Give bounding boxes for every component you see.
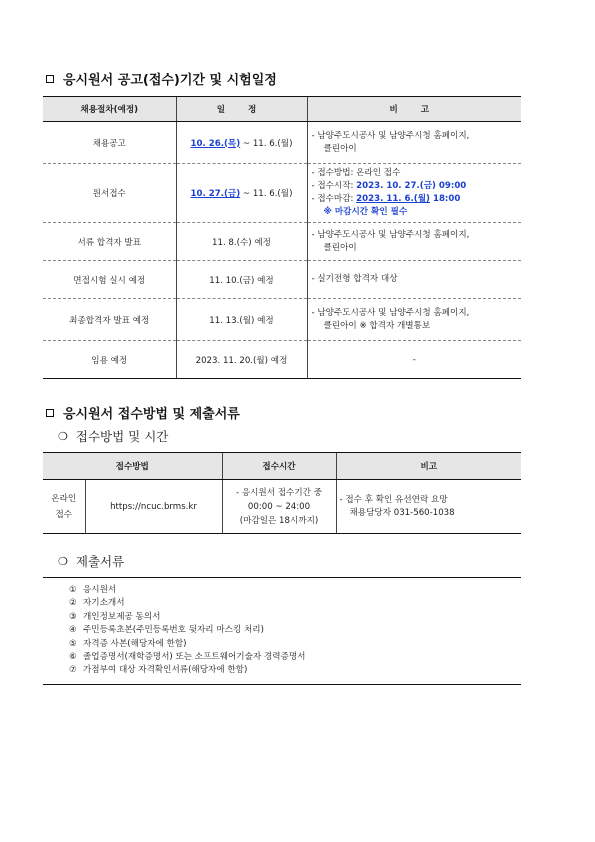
subsection-title-documents <box>58 552 124 570</box>
date-end: ~ 11. 6.(월) <box>242 138 293 149</box>
date-start: 10. 27.(금) <box>190 189 241 199</box>
item-text: 자기소개서 <box>83 598 125 609</box>
section-title-schedule <box>46 69 277 88</box>
subsection-title-text: 제출서류 <box>75 554 125 569</box>
note-line: 클린아이 <box>323 242 357 253</box>
header-time: 접수시간 <box>222 453 336 480</box>
note-start-value: 2023. 10. 27.(금) 09:00 <box>356 181 467 191</box>
time-cell <box>222 480 336 534</box>
item-text: 가점부여 대상 자격확인서류(해당자에 한함) <box>83 665 248 676</box>
item-number: ② <box>69 598 77 609</box>
table-row <box>43 299 521 341</box>
note-line: 채용담당자 031-560-1038 <box>349 507 455 518</box>
list-item <box>69 664 521 677</box>
date-cell: 11. 13.(월) 예정 <box>176 299 307 341</box>
section-title-text: 응시원서 공고(접수)기간 및 시험일정 <box>63 73 277 88</box>
note-prefix: - 접수마감: <box>311 194 357 204</box>
note-line: - 남양주도시공사 및 남양주시청 홈페이지, <box>311 307 470 318</box>
date-cell <box>176 122 307 164</box>
item-number: ⑤ <box>69 638 77 649</box>
date-cell <box>176 164 307 223</box>
time-line: - 응시원서 접수기간 중 <box>235 487 322 498</box>
list-item <box>69 584 521 597</box>
documents-list <box>43 578 521 678</box>
note-line <box>312 193 518 206</box>
note-line: - 접수 후 확인 유선연락 요망 <box>339 494 448 505</box>
item-text: 개인정보제공 동의서 <box>83 611 161 622</box>
header-date: 일 정 <box>176 97 307 122</box>
subsection-title-method <box>58 427 168 445</box>
note-cell: - <box>307 341 521 379</box>
section-title-application <box>46 403 240 422</box>
item-text: 졸업증명서(재학증명서) 또는 소프트웨어기술자 경력증명서 <box>83 652 306 663</box>
method-cell <box>43 480 85 534</box>
step-cell: 채용공고 <box>43 122 176 164</box>
time-line: 00:00 ~ 24:00 <box>247 501 311 512</box>
list-item <box>69 597 521 610</box>
note-line <box>312 180 518 193</box>
date-cell: 2023. 11. 20.(월) 예정 <box>176 341 307 379</box>
item-number: ③ <box>69 611 77 622</box>
list-item <box>69 624 521 637</box>
note-line: 클린아이 <box>323 143 357 154</box>
table-row <box>43 223 521 261</box>
circle-bullet-icon: ❍ <box>58 554 68 568</box>
note-line: - 접수방법: 온라인 접수 <box>311 168 401 178</box>
note-line: - 남양주도시공사 및 남양주시청 홈페이지, <box>311 229 470 240</box>
step-cell: 최종합격자 발표 예정 <box>43 299 176 341</box>
square-bullet-icon <box>46 75 54 83</box>
note-deadline-time: 18:00 <box>429 194 461 204</box>
header-method: 접수방법 <box>43 453 222 480</box>
note-prefix: - 접수시작: <box>311 181 357 191</box>
table-header-row <box>43 97 521 122</box>
documents-box <box>43 577 521 685</box>
list-item <box>69 611 521 624</box>
item-number: ⑦ <box>69 665 77 676</box>
date-cell: 11. 10.(금) 예정 <box>176 261 307 299</box>
date-start: 10. 26.(목) <box>190 138 241 149</box>
table-row <box>43 164 521 223</box>
note-cell <box>336 480 521 534</box>
item-number: ⑥ <box>69 652 77 663</box>
item-number: ④ <box>69 625 77 636</box>
table-row <box>43 122 521 164</box>
header-note: 비 고 <box>307 97 521 122</box>
section-title-text: 응시원서 접수방법 및 제출서류 <box>63 407 240 422</box>
list-item <box>69 651 521 664</box>
schedule-table <box>43 96 521 379</box>
list-item <box>69 638 521 651</box>
step-cell: 임용 예정 <box>43 341 176 379</box>
note-cell <box>307 122 521 164</box>
note-cell <box>307 299 521 341</box>
table-row <box>43 261 521 299</box>
item-number: ① <box>69 585 77 595</box>
header-note: 비고 <box>336 453 521 480</box>
step-cell: 원서접수 <box>43 164 176 223</box>
item-text: 자격증 사본(해당자에 한함) <box>83 638 187 649</box>
note-line: 클린아이 ※ 합격자 개별통보 <box>323 320 431 331</box>
note-cell <box>307 223 521 261</box>
subsection-title-text: 접수방법 및 시간 <box>75 429 169 444</box>
circle-bullet-icon: ❍ <box>58 429 68 443</box>
item-text: 주민등록초본(주민등록번호 뒷자리 마스킹 처리) <box>83 625 264 636</box>
url-link[interactable]: https://ncuc.brms.kr <box>85 480 222 534</box>
table-row <box>43 341 521 379</box>
date-end: ~ 11. 6.(월) <box>242 189 293 199</box>
time-line: (마감일은 18시까지) <box>239 515 319 526</box>
note-cell <box>307 261 521 299</box>
note-cell <box>307 164 521 223</box>
note-deadline-value: 2023. 11. 6.(월) <box>356 194 430 204</box>
item-text: 응시원서 <box>83 585 117 595</box>
table-header-row <box>43 453 521 480</box>
note-warning: ※ 마감시간 확인 필수 <box>323 207 408 217</box>
square-bullet-icon <box>46 409 54 417</box>
header-step: 채용절차(예정) <box>43 97 176 122</box>
application-table <box>43 452 521 534</box>
step-cell: 서류 합격자 발표 <box>43 223 176 261</box>
step-cell: 면접시험 실시 예정 <box>43 261 176 299</box>
note-line: - 실기전형 합격자 대상 <box>311 274 398 284</box>
date-cell: 11. 8.(수) 예정 <box>176 223 307 261</box>
method-line: 접수 <box>55 509 73 520</box>
method-line: 온라인 <box>51 493 77 504</box>
note-line: - 남양주도시공사 및 남양주시청 홈페이지, <box>311 130 470 141</box>
table-row <box>43 480 521 534</box>
